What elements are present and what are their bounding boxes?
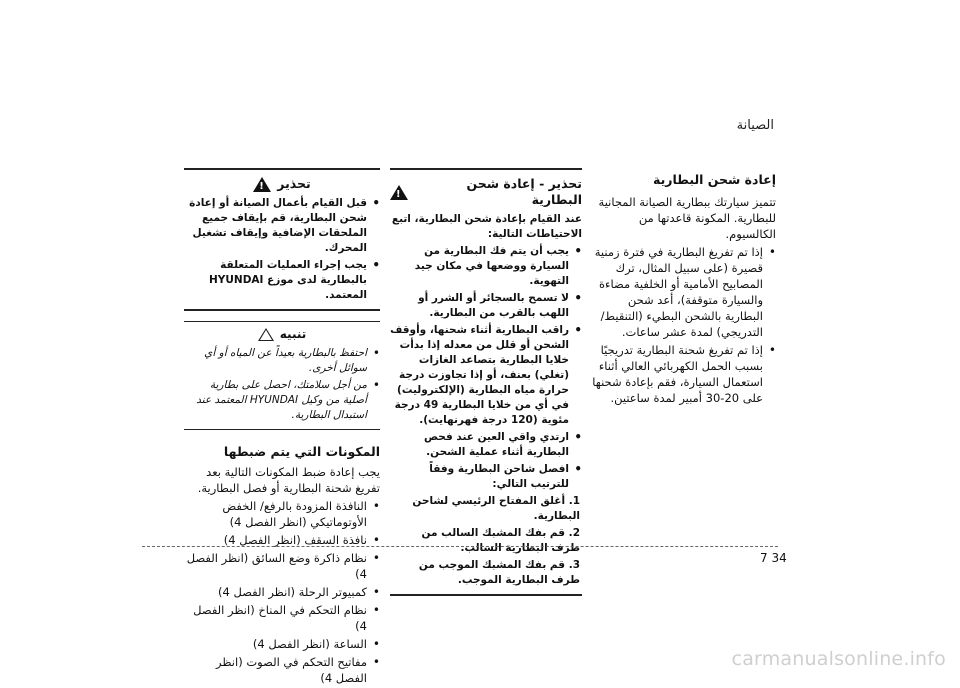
warning-recharge-title-row: [390, 170, 582, 212]
list-item: • يجب أن يتم فك البطارية من السيارة ووضعها في مكان جيد التهوية.: [390, 244, 582, 289]
list-item: • إذا تم تفريغ البطارية في فترة زمنية قصيرة (على سبيل المثال، ترك المصابيح الأمامية أو الخلفية مضاءة والسيارة متوقفة)، أعد شحن البطارية بالشحن البطيء (التنقيط/ التدريجي) لمدة عشر ساعات.: [592, 244, 776, 340]
warning-recharge-intro: عند القيام بإعادة شحن البطارية، اتبع الاحتياطات التالية:: [391, 213, 582, 240]
page-number: 7 34: [760, 551, 787, 565]
list-item: • احتفظ بالبطارية بعيداً عن المياه أو أي سوائل أخرى.: [184, 346, 380, 376]
warning-explosion-list: [184, 196, 380, 309]
battery-recharge-heading: إعادة شحن البطارية: [653, 172, 776, 187]
warning-recharge-title: تحذير - إعادة شحن البطارية: [466, 176, 582, 207]
list-item: • كمبيوتر الرحلة (انظر الفصل 4): [184, 584, 380, 600]
section-title: الصيانة: [736, 118, 774, 133]
reset-items-list: [184, 498, 380, 686]
list-item: • راقب البطارية أثناء شحنها، وأوقف الشحن أو قلل من معدله إذا بدأت خلايا البطارية بتصاعد الغازات (تغلي) بعنف، أو إذا تجاوزت درجة حرارة مياه البطارية (الإلكتروليت) في أي من خلايا البطارية 49 درجة مئوية (120 درجة فهرنهايت).: [390, 323, 582, 428]
caution-note-list: [184, 346, 380, 423]
list-item: • ارتدي واقي العين عند فحص البطارية أثناء عملية الشحن.: [390, 430, 582, 460]
step-item: 3. قم بفك المشبك الموجب من طرف البطارية الموجب.: [418, 559, 580, 586]
list-item: • إذا تم تفريغ شحنة البطارية تدريجيًا بسبب الحمل الكهربائي العالي أثناء استعمال السيارة، فقم بإعادة شحنها على 20-30 أمبير لمدة ساعتين.: [592, 342, 776, 406]
reset-items-heading: المكونات التي يتم ضبطها: [223, 444, 380, 459]
warning-explosion-title-row: [184, 170, 380, 196]
list-item: • لا تسمح بالسجائر أو الشرر أو اللهب بالقرب من البطارية.: [390, 291, 582, 321]
warning-recharge-box: [390, 168, 582, 596]
warning-icon: !: [253, 177, 271, 192]
warning-explosion-title: تحذير: [277, 176, 311, 191]
list-item: • نظام ذاكرة وضع السائق (انظر الفصل 4): [184, 550, 380, 582]
list-item: • يجب إجراء العمليات المتعلقة بالبطارية لدى موزع HYUNDAI المعتمد.: [184, 258, 380, 303]
caution-note-title-row: [184, 322, 380, 346]
reset-items-intro: يجب إعادة ضبط المكونات التالية بعد تفريغ شحنة البطارية أو فصل البطارية.: [197, 465, 380, 495]
warning-icon: !: [390, 185, 408, 200]
warning-recharge-list: [390, 244, 582, 492]
caution-icon: [258, 328, 274, 341]
caution-note-box: [184, 321, 380, 430]
list-item: • افصل شاحن البطارية وفقاً للترتيب التالي:: [390, 462, 582, 492]
footer-divider: [142, 546, 778, 547]
step-item: 2. قم بفك المشبك السالب من طرف البطارية السالب.: [421, 527, 580, 554]
left-column: [184, 168, 380, 688]
list-item: • نافذة السقف (انظر الفصل 4): [184, 532, 380, 548]
list-item: • نظام التحكم في المناخ (انظر الفصل 4): [184, 602, 380, 634]
battery-recharge-list: [592, 244, 776, 406]
list-item: • مفاتيح التحكم في الصوت (انظر الفصل 4): [184, 654, 380, 686]
caution-note-title: تنبيه: [279, 327, 307, 341]
list-item: • قبل القيام بأعمال الصيانة أو إعادة شحن البطارية، قم بإيقاف جميع الملحقات الإضافية وإيقاف تشغيل المحرك.: [184, 196, 380, 256]
battery-recharge-section: [592, 172, 776, 408]
list-item: • الساعة (انظر الفصل 4): [184, 636, 380, 652]
list-item: • من أجل سلامتك، احصل على بطارية أصلية من وكيل HYUNDAI المعتمد عند استبدال البطارية.: [184, 378, 380, 423]
step-item: 1. أغلق المفتاح الرئيسي لشاحن البطارية.: [412, 495, 580, 522]
watermark: carmanualsonline.info: [731, 648, 946, 670]
list-item: • النافذة المزودة بالرفع/ الخفض الأوتوماتيكي (انظر الفصل 4): [184, 498, 380, 530]
battery-recharge-intro: تتميز سيارتك ببطارية الصيانة المجانية للبطارية. المكونة قاعدتها من الكالسيوم.: [598, 195, 776, 241]
warning-explosion-box: [184, 168, 380, 311]
